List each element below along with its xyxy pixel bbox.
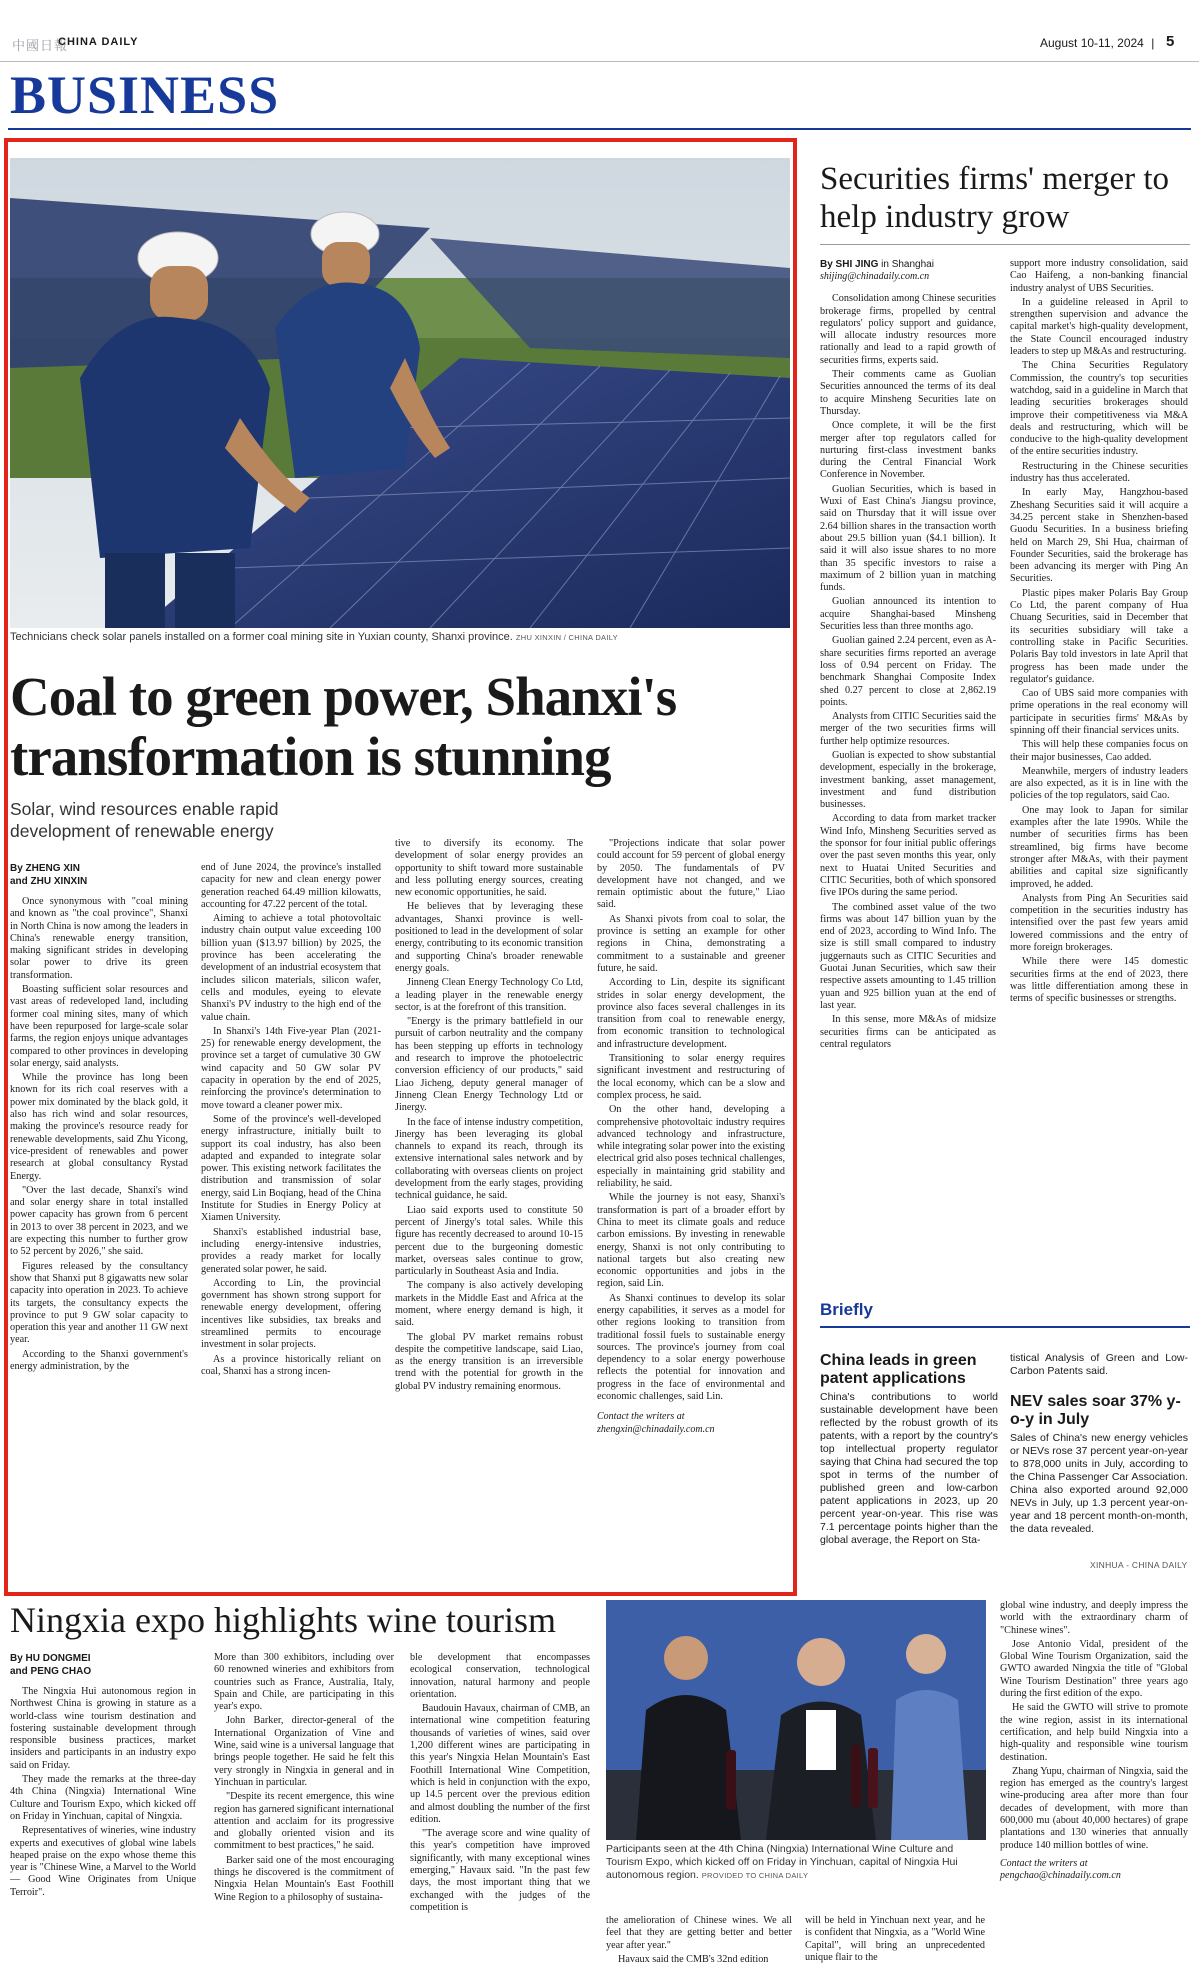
ningxia-byline-1: By HU DONGMEI: [10, 1653, 91, 1664]
section-rule: [8, 128, 1191, 130]
lead-column-2: [201, 862, 381, 1380]
lead-headline: Coal to green power, Shanxi's transformation is stunning: [10, 666, 677, 787]
brief-body: China's contributions to world sustainable development have been reflected by the robust growth of its patents, with a report by the country's top intellectual property regulator saying that China had secured the top spot in terms of the number of published green and low-carbon patent applications in 2023, up 20 percent year-on-year. This rise was 7.1 percentage points higher than the global average, the Report on Sta-: [820, 1391, 998, 1546]
securities-byline: [820, 258, 996, 271]
ningxia-column-4: [606, 1915, 792, 1968]
paragraph: Jose Antonio Vidal, president of the Global Wine Tourism Organization, said the GWTO awarded Ningxia the title of "Global Wine Tourism Destination" three years ago during the first edition of the expo.: [1000, 1638, 1188, 1700]
briefly-label: Briefly: [820, 1300, 873, 1319]
paragraph: According to data from market tracker Wind Info, Minsheng Securities served as the sponsor for four initial public offerings over the past seven months this year, only next to Huatai United Securities and CITIC Securities, both of which sponsored five IPOs during the same period.: [820, 813, 996, 899]
solar-panel-photo: [10, 158, 790, 628]
paragraph: Plastic pipes maker Polaris Bay Group Co Ltd, the parent company of Hua Chuang Securities, said in December that its securities subsidiary will take a controlling stake in Pacific Securities. Polaris Bay told investors in late April that progress has been made under the regulator's guidance.: [1010, 587, 1188, 685]
ningxia-byline-2: and PENG CHAO: [10, 1666, 92, 1677]
paragraph: According to the Shanxi government's energy administration, by the: [10, 1348, 188, 1372]
paragraph: Jinneng Clean Energy Technology Co Ltd, a leading player in the renewable energy sector, is at the forefront of this transition.: [395, 977, 583, 1013]
paragraph: On the other hand, developing a comprehensive photovoltaic industry requires advanced technology and infrastructure, while integrating solar power into the existing electrical grid also poses technical challenges, especially in maintaining grid stability and reliability, he said.: [597, 1104, 785, 1190]
paragraph: Baudouin Havaux, chairman of CMB, an international wine competition featuring thousands of varieties of wines, said over 1,200 different wines are participating in this year's Ningxia Helan Mountain's East Foothill International Wine Competition, which is held in conjunction with the expo, up 14.5 percent over the previous edition and almost doubling the number of the first edition.: [410, 1703, 590, 1825]
paragraph: "Over the last decade, Shanxi's wind and solar energy share in total installed power capacity has grown from 6 percent in 2013 to over 38 percent in 2023, and we are expecting this number to further grow to 52 percent by 2026," she said.: [10, 1184, 188, 1258]
paragraph: tive to diversify its economy. The development of solar energy provides an opportunity to shift toward more sustainable and less polluting energy sources, creating new economic opportunities, he said.: [395, 838, 583, 899]
securities-column-1: [820, 258, 996, 1053]
securities-column-2: [1010, 258, 1188, 1008]
lead-caption-text: Technicians check solar panels installed on a former coal mining site in Yuxian county, Shanxi province.: [10, 631, 513, 643]
ningxia-headline: Ningxia expo highlights wine tourism: [10, 1600, 556, 1640]
securities-email-link[interactable]: shijing@chinadaily.com.cn: [820, 271, 930, 282]
paragraph: Aiming to achieve a total photovoltaic industry chain output value exceeding 100 billion yuan ($13.97 billion) by 2025, the province has been accelerating the development of an industrial ecosystem that includes silicon materials, silicon wafer, cells and modules, eyeing to elevate Shanxi's PV industry to the high end of the value chain.: [201, 913, 381, 1023]
paragraph: He said the GWTO will strive to promote the wine region, assist in its international certification, and help build Ningxia into a high-quality and responsible wine tourism destination.: [1000, 1702, 1188, 1763]
briefly-credit: XINHUA - CHINA DAILY: [1090, 1560, 1188, 1570]
lead-photo-credit: ZHU XINXIN / CHINA DAILY: [515, 633, 618, 642]
securities-divider: [820, 244, 1190, 245]
paragraph: Meanwhile, mergers of industry leaders are also expected, as it is in line with the policies of the top regulators, said Cao.: [1010, 765, 1188, 802]
logo-chinese: 中國日報: [12, 38, 69, 53]
paragraph: Liao said exports used to constitute 50 percent of Jinergy's total sales. While this figure has recently decreased to around 10-15 percent due to the burgeoning domestic market, overseas sales continue to grow, particularly in Southeast Asia and India.: [395, 1204, 583, 1278]
paragraph: In a guideline released in April to strengthen supervision and advance the capital market's high-quality development, the State Council encouraged industry leaders to step up M&As and restructuring.: [1010, 296, 1188, 358]
paragraph: According to Lin, the provincial government has shown strong support for renewable energy development, offering incentives like subsidies, tax breaks and streamlined permits to encourage investment in solar projects.: [201, 1277, 381, 1351]
paragraph: Once complete, it will be the first merger after top regulators called for nurturing first-class investment banks during the Central Financial Work Conference in November.: [820, 420, 996, 481]
paragraph: While the province has long been known for its rich coal reserves with a power mix dominated by the black gold, it also has rich wind and solar resources, making the province's resource ready for renewable developments, said Zhu Yicong, vice-president of renewables and power research at global consultancy Rystad Energy.: [10, 1072, 188, 1182]
paragraph: Guolian Securities, which is based in Wuxi of East China's Jiangsu province, said on Thursday that it will issue over 2.64 billion shares in the transaction worth about 29.5 billion yuan ($4.1 billion). It said it will also issue shares to no more than 35 specific investors to raise a maximum of 2 billion yuan in matching funds.: [820, 483, 996, 594]
paragraph: While there were 145 domestic securities firms at the end of 2023, there was little differentiation among these in terms of specific businesses or strengths.: [1010, 956, 1188, 1005]
paragraph: ble development that encompasses ecological conservation, technological innovation, natural harmony and people orientation.: [410, 1652, 590, 1700]
paragraph: As Shanxi continues to develop its solar energy capabilities, it serves as a model for other regions looking to transition from traditional fossil fuels to sustainable energy sources. The province's journey from coal dependency to a solar energy powerhouse reflects the potential for innovation and progress in the face of environmental and economic challenges, said Lin.: [597, 1292, 785, 1403]
paragraph: Analysts from CITIC Securities said the merger of the two securities firms will further help optimize resources.: [820, 711, 996, 747]
paragraph: As a province historically reliant on coal, Shanxi has a strong incen-: [201, 1353, 381, 1377]
securities-headline: Securities firms' merger to help industry grow: [820, 161, 1169, 235]
section-title: BUSINESS: [10, 65, 280, 125]
ningxia-column-1: [10, 1652, 196, 1901]
paragraph: In early May, Hangzhou-based Zheshang Securities said it will acquire a 34.25 percent stake in Shenzhen-based Guodu Securities. In a business briefing held on March 29, Shi Hua, chairman of Founder Securities, said the brokerage has been advancing its merger with Ping An Securities.: [1010, 487, 1188, 585]
paragraph: This will help these companies focus on their major businesses, Cao added.: [1010, 739, 1188, 763]
lead-column-3: [395, 838, 583, 1395]
lead-contact: Contact the writers at: [597, 1411, 685, 1423]
lead-photo-caption: [10, 630, 790, 645]
brief-item-nev-sales: [1010, 1393, 1188, 1536]
paragraph: support more industry consolidation, said Cao Haifeng, a non-banking financial industry analyst of UBS Securities.: [1010, 258, 1188, 294]
ningxia-column-6: [1000, 1600, 1188, 1883]
paragraph: "Projections indicate that solar power could account for 59 percent of global energy by 2050. The fundamentals of PV development have not changed, and we remain optimistic about the future," Liao said.: [597, 838, 785, 911]
brief-body: Sales of China's new energy vehicles or NEVs rose 37 percent year-on-year to 878,000 units in July, according to the China Passenger Car Association. China also exported around 92,000 NEVs in July, up 1.3 percent year-on-year and 18 percent month-on-month, the data revealed.: [1010, 1432, 1188, 1535]
paragraph: While the journey is not easy, Shanxi's transformation is part of a broader effort by China to meet its climate goals and reduce carbon emissions. By investing in renewable energy, Shanxi is not only contributing to national targets but also creating new economic opportunities and jobs in the region, said Lin.: [597, 1192, 785, 1290]
paragraph: In this sense, more M&As of midsize securities firms can be anticipated as central regulators: [820, 1014, 996, 1050]
paragraph: Restructuring in the Chinese securities industry has thus accelerated.: [1010, 460, 1188, 485]
date-separator: |: [1151, 36, 1155, 50]
paragraph: Figures released by the consultancy show that Shanxi put 8 gigawatts new solar capacity into operation in 2023. To achieve its targets, the consultancy expects the province to put 9 GW solar capacity to operation this year and another 11 GW next year.: [10, 1260, 188, 1346]
paragraph: Once synonymous with "coal mining and known as "the coal province", Shanxi in North China is now among the leaders in China's renewable energy transition, making significant strides in developing solar power to drive its green transformation.: [10, 896, 188, 981]
ningxia-column-2: [214, 1652, 394, 1906]
lead-column-1: [10, 862, 188, 1375]
ningxia-email-link[interactable]: pengchao@chinadaily.com.cn: [1000, 1870, 1121, 1882]
ningxia-photo-credit: PROVIDED TO CHINA DAILY: [701, 1871, 809, 1880]
paragraph: They made the remarks at the three-day 4th China (Ningxia) International Wine Culture and Tourism Expo, which kicked off on Friday in Yinchuan, capital of Ningxia.: [10, 1774, 196, 1822]
lead-byline-2: and ZHU XINXIN: [10, 876, 88, 887]
lead-email-link[interactable]: zhengxin@chinadaily.com.cn: [597, 1423, 715, 1435]
paragraph: The combined asset value of the two firms was about 147 billion yuan by the end of 2023, according to Wind Info. The size is still small compared to industry juggernauts such as CITIC Securities and Guotai Junan Securities, which saw their respective assets amounting to 1.45 trillion yuan and 925 billion yuan at the end of last year.: [820, 901, 996, 1011]
logo-english: CHINA DAILY: [58, 36, 139, 48]
paragraph: Guolian is expected to show substantial development, especially in the brokerage, investment banking, asset management, investment and fund distribution businesses.: [820, 749, 996, 811]
paragraph: More than 300 exhibitors, including over 60 renowned wineries and exhibitors from countries such as France, Australia, Italy, Spain and Chile, are participating in this year's expo.: [214, 1652, 394, 1713]
brief-item-green-patents: [820, 1352, 998, 1547]
paragraph: Cao of UBS said more companies with prime operations in the real economy will participate in securities firms' M&As by spinning off their financial services units.: [1010, 688, 1188, 736]
paragraph: One may look to Japan for similar examples after the late 1990s. While the number of securities firms has been streamlined, big firms have become stronger after M&As, with their payment abilities and capital size significantly improved, he added.: [1010, 804, 1188, 890]
page-number: 5: [1166, 33, 1175, 50]
paragraph: Boasting sufficient solar resources and vast areas of redeveloped land, including former coal mining sites, many of which have been repurposed for large-scale solar farms, the region enjoys unique advantages compared to other provinces in developing solar energy, said analysts.: [10, 984, 188, 1069]
brief-headline: China leads in green patent applications: [820, 1352, 977, 1387]
briefly-rule: [820, 1326, 1190, 1328]
paragraph: Guolian gained 2.24 percent, even as A-share securities firms reported an average loss of 0.94 percent on Friday. The benchmark Shanghai Composite Index shed 0.27 percent to close at 2,862.19 points.: [820, 635, 996, 708]
paragraph: "Energy is the primary battlefield in our pursuit of carbon neutrality and the company has been stepping up efforts in technology and research to improve the photoelectric conversion efficiency of our products," said Liao Jicheng, deputy general manager of Jinneng Clean Energy Technology Ltd or Jinergy.: [395, 1016, 583, 1114]
ningxia-contact: Contact the writers at: [1000, 1857, 1088, 1869]
securities-author: By SHI JING: [820, 259, 879, 270]
paragraph: As Shanxi pivots from coal to solar, the province is setting an example for other regions in China, demonstrating a commitment to a sustainable and greener future, he said.: [597, 913, 785, 974]
date-text: August 10-11, 2024: [1040, 36, 1144, 50]
paragraph: Representatives of wineries, wine industry experts and executives of global wine labels heaped praise on the expo whose theme this year is "Chinese Wine, a Marvel to the World — Good Wine Originates from Unique Terroir".: [10, 1825, 196, 1898]
paragraph: Guolian announced its intention to acquire Shanghai-based Minsheng Securities less than three months ago.: [820, 596, 996, 633]
paragraph: The global PV market remains robust despite the competitive landscape, said Liao, as the energy transition is an irreversible trend with the potential for growth in the global PV industry remaining enormous.: [395, 1331, 583, 1392]
paragraph: the amelioration of Chinese wines. We all feel that they are getting better and better year after year.": [606, 1915, 792, 1951]
paragraph: will be held in Yinchuan next year, and he is confident that Ningxia, as a "World Wine Capital", will bring an unprecedented unique flair to the: [805, 1915, 985, 1963]
wine-expo-illustration: [606, 1600, 986, 1840]
ningxia-caption-text: Participants seen at the 4th China (Ningxia) International Wine Culture and Tourism Expo, which kicked off on Friday in Yinchuan, capital of Ningxia Hui autonomous region.: [606, 1843, 958, 1881]
ningxia-photo-caption: [606, 1843, 986, 1882]
paragraph: Zhang Yupu, chairman of Ningxia, said the region has emerged as the country's largest wine-producing area after more than four decades of development, with more than 600,000 mu (about 40,000 hectares) of grape plantations and 130 wineries that annually produce 140 million bottles of wine.: [1000, 1765, 1188, 1851]
paragraph: Consolidation among Chinese securities brokerage firms, propelled by central regulators' policy support and guidance, will allocate industry resources more rationally and lead to a rapid growth of securities firms, experts said.: [820, 293, 996, 366]
lead-column-4: [597, 838, 785, 1436]
securities-location: in Shanghai: [881, 259, 934, 270]
ningxia-column-3: [410, 1652, 590, 1916]
paragraph: Shanxi's established industrial base, including energy-intensive industries, provides a ready market for locally generated solar power, he said.: [201, 1226, 381, 1275]
wine-expo-photo: [606, 1600, 986, 1840]
paragraph: In the face of intense industry competition, Jinergy has been leveraging its global channels to expand its reach, through its extensive international sales network and by collaborating with overseas clients on project development from the early stages, providing technical guidance, he said.: [395, 1116, 583, 1202]
brief-headline: NEV sales soar 37% y-o-y in July: [1010, 1393, 1181, 1428]
paragraph: Barker said one of the most encouraging things he discovered is the commitment of Ningxia Helan Mountain's East Foothill Wine Region to a philosophy of sustaina-: [214, 1854, 394, 1903]
paragraph: The Ningxia Hui autonomous region in Northwest China is growing in stature as a world-class wine tourism destination and fostering sustainable development through responsible business practices, market insiders and participants in an industry expo said on Friday.: [10, 1686, 196, 1771]
masthead-bar: [0, 0, 1199, 62]
paragraph: "Despite its recent emergence, this wine region has garnered significant international attention and acclaim for its progressive and globally oriented vision and its commitment to best practices," he said.: [214, 1791, 394, 1852]
paragraph: Havaux said the CMB's 32nd edition: [618, 1953, 769, 1965]
lead-subhead: Solar, wind resources enable rapid development of renewable energy: [10, 799, 279, 841]
issue-date: [1040, 36, 1154, 50]
paragraph: Transitioning to solar energy requires significant investment and restructuring of the local economy, which can be a slow and complex process, he said.: [597, 1053, 785, 1101]
paragraph: end of June 2024, the province's installed capacity for new and clean energy power generation reached 64.49 million kilowatts, accounting for 47.22 percent of the total.: [201, 862, 381, 910]
lead-byline-1: By ZHENG XIN: [10, 863, 81, 874]
paragraph: The company is also actively developing markets in the Middle East and Africa at the moment, where energy demand is high, it said.: [395, 1280, 583, 1329]
paragraph: Their comments came as Guolian Securities announced the terms of its deal to acquire Minsheng Securities late on Thursday.: [820, 369, 996, 417]
paragraph: Analysts from Ping An Securities said competition in the securities industry has intensified over the past few years amid lowered commissions and the entry of more foreign brokerages.: [1010, 892, 1188, 954]
paragraph: "The average score and wine quality of this year's competition have improved significantly, with many exceptional wines emerging," Havaux said. "In the past few days, the most important thing that we exchanged with the judges of the competition is: [410, 1828, 590, 1913]
solar-photo-illustration: [10, 158, 790, 628]
paragraph: According to Lin, despite its significant strides in solar energy development, the province also faces several challenges in its transition from coal to renewable energy, from economic transition to technological and infrastructure development.: [597, 977, 785, 1050]
paragraph: John Barker, director-general of the International Organization of Vine and Wine, said wine is a universal language that brings people together. He said he felt this very strongly in Ningxia in general and in Yinchuan in particular.: [214, 1715, 394, 1788]
paragraph: The China Securities Regulatory Commission, the country's top securities watchdog, said in a guideline in March that leading securities brokerages should improve their competitiveness via M&A deals and restructuring, which will be conducive to the high-quality development of the entire securities industry.: [1010, 360, 1188, 458]
paragraph: He believes that by leveraging these advantages, Shanxi province is well-positioned to lead in the development of solar energy, contributing to its economic transition and supporting China's broader renewable energy goals.: [395, 901, 583, 974]
brief-body-continued: tistical Analysis of Green and Low-Carbon Patents said.: [1010, 1352, 1188, 1377]
paragraph: In Shanxi's 14th Five-year Plan (2021-25) for renewable energy development, the province set a target of cumulative 30 GW wind capacity and 50 GW solar PV capacity in operation by the end of 2025, reinforcing the province's determination to move toward a cleaner power mix.: [201, 1025, 381, 1111]
ningxia-column-5: [805, 1915, 985, 1966]
paragraph: global wine industry, and deeply impress the world with the extraordinary charm of "Chinese wines".: [1000, 1600, 1188, 1636]
paragraph: Some of the province's well-developed energy infrastructure, initially built to support its coal industry, has also been adapted and expanded to integrate solar power. This existing network facilitates the distribution and transmission of solar energy, said Lin Boqiang, head of the China Institute for Studies in Energy Policy at Xiamen University.: [201, 1113, 381, 1224]
